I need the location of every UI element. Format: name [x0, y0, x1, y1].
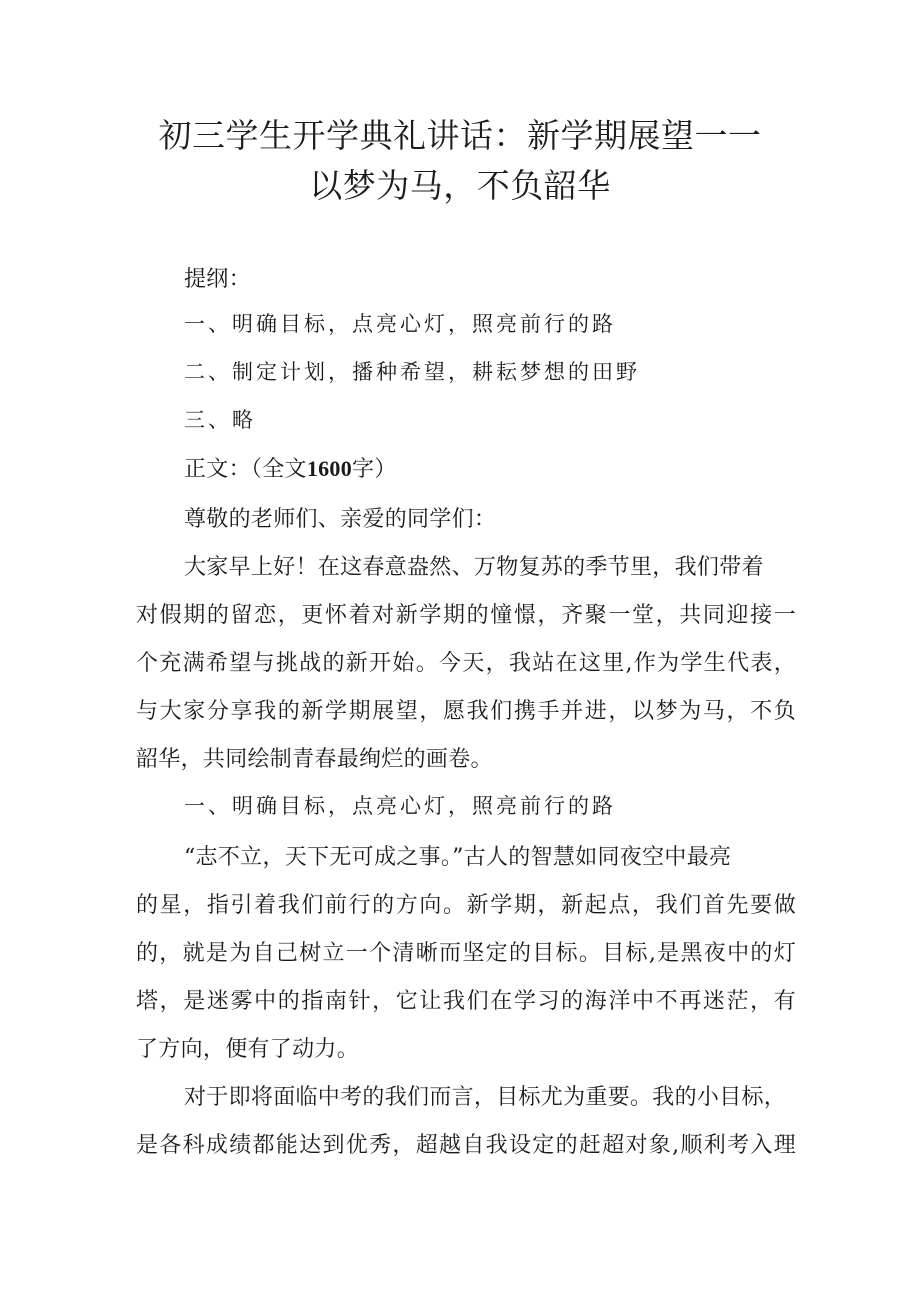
intro-line-3: 个充满希望与挑战的新开始。今天，我站在这里,作为学生代表，: [136, 651, 796, 676]
main-text-label-prefix: 正文：（全文: [184, 457, 307, 482]
section-1-line-5: 了方向，便有了动力。: [136, 1037, 360, 1062]
section-1-para2-line-1: 对于即将面临中考的我们而言，目标尤为重要。我的小目标，: [184, 1085, 787, 1110]
document-title-line-1: 初三学生开学典礼讲话：新学期展望一一: [158, 116, 762, 155]
section-1-line-2: 的星，指引着我们前行的方向。新学期，新起点，我们首先要做: [136, 893, 796, 918]
outline-item-1: 一、明确目标，点亮心灯，照亮前行的路: [184, 312, 616, 336]
intro-line-1: 大家早上好！在这春意盎然、万物复苏的季节里，我们带着: [184, 555, 764, 580]
section-1-para2-line-2: 是各科成绩都能达到优秀，超越自我设定的赶超对象,顺利考入理: [136, 1133, 796, 1158]
word-count: 1600: [306, 456, 353, 481]
main-text-label: [184, 452, 397, 483]
outline-item-3: 三、略: [184, 408, 256, 432]
section-1-line-1: “志不立，天下无可成之事。”古人的智慧如同夜空中最亮: [184, 845, 732, 870]
section-1-line-3: 的，就是为自己树立一个清晰而坚定的目标。目标,是黑夜中的灯: [136, 941, 796, 966]
main-text-label-suffix: 字）: [352, 457, 397, 482]
document-title-line-2: 以梦为马，不负韶华: [309, 166, 611, 205]
intro-line-2: 对假期的留恋，更怀着对新学期的憧憬，齐聚一堂，共同迎接一: [136, 603, 796, 628]
intro-line-5: 韶华，共同绘制青春最绚烂的画卷。: [136, 747, 493, 772]
section-1-line-4: 塔，是迷雾中的指南针，它让我们在学习的海洋中不再迷茫，有: [136, 989, 796, 1014]
outline-item-2: 二、制定计划，播种希望，耕耘梦想的田野: [184, 360, 640, 384]
salutation: 尊敬的老师们、亲爱的同学们：: [184, 507, 497, 532]
section-1-heading: 一、明确目标，点亮心灯，照亮前行的路: [184, 794, 616, 818]
outline-label: 提纲：: [184, 267, 251, 292]
intro-line-4: 与大家分享我的新学期展望，愿我们携手并进，以梦为马，不负: [136, 699, 796, 724]
